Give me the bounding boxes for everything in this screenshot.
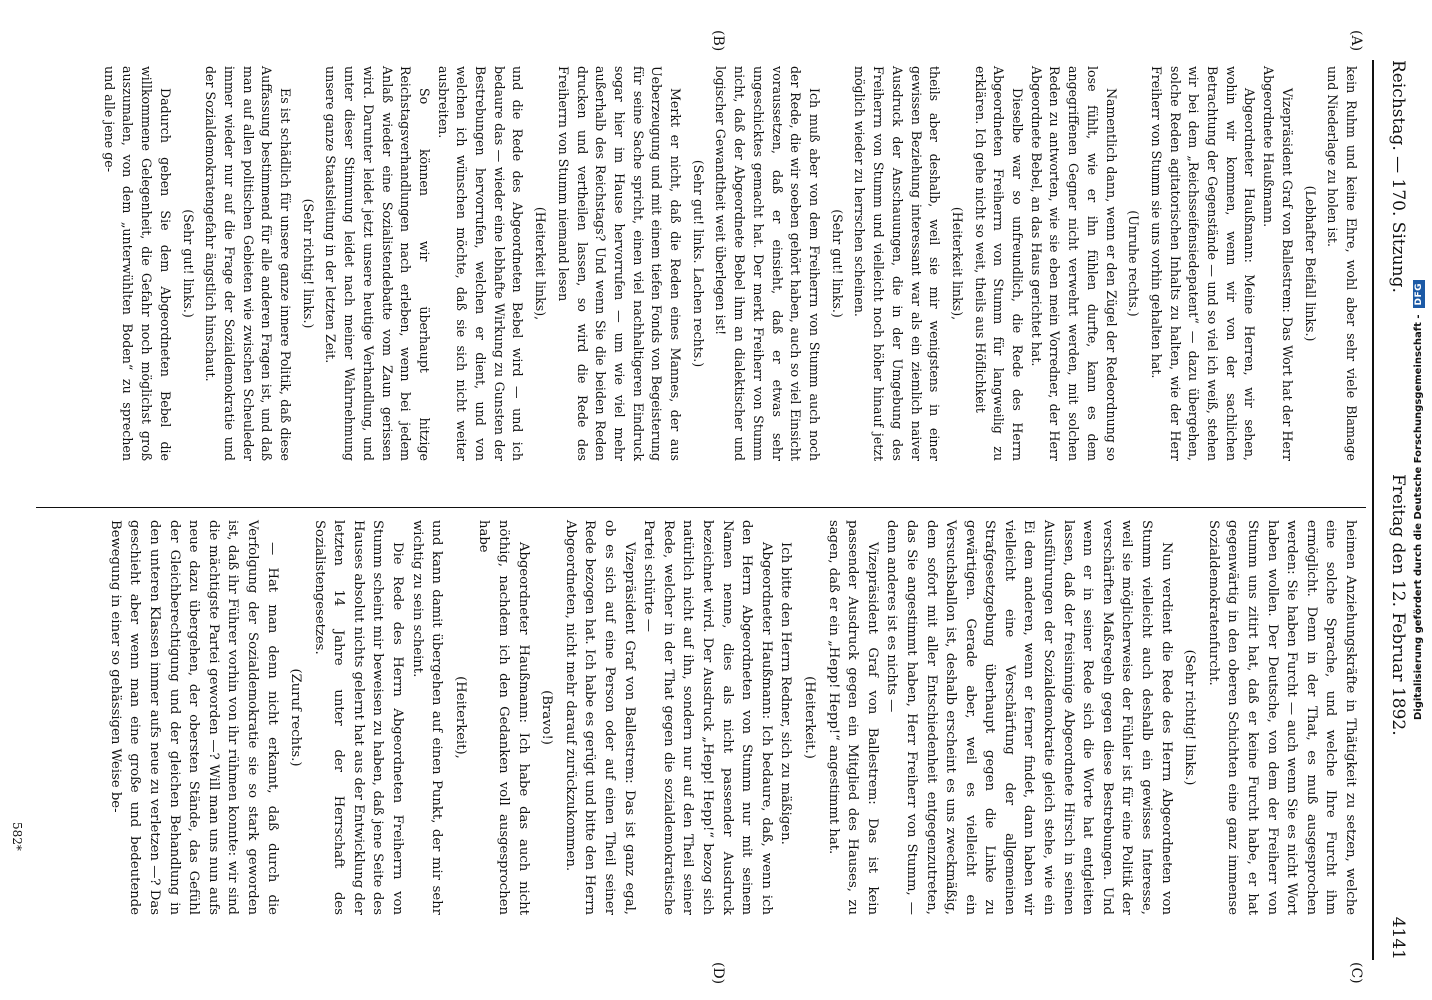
paragraph: Merkt er nicht, daß die Reden eines Mannes, der aus Ueberzeugung und mit einem tiefen Fonds von Begeisterung für seine Sache spricht, einen viel nachhaltigeren Eindruck sogar hier im Hause hervorrufen — um wie viel mehr außerhalb des Reichstags? Und wenn Sie die beiden Reden drucken und vertheilen lassen, so wird die Rede des Freiherrn von Stumm niemand lesen — [555, 66, 684, 461]
interjection: (Heiterkeit links), — [533, 206, 549, 321]
header-page-number: 4141 — [1388, 916, 1408, 960]
paragraph: Ich bitte den Herrn Redner, sich zu mäßigen. — [778, 542, 794, 845]
dfg-notice-text: Digitalisierung gefördert durch die Deutsche Forschungsgemeinschaft - — [1413, 314, 1424, 721]
header-left-title: Reichstag. — 170. Sitzung. — [1388, 60, 1408, 293]
interjection: (Bravo!) — [539, 690, 555, 745]
interjection: (Heiterkeit.) — [801, 676, 817, 759]
paragraph: Vizepräsident Graf von Ballestrem: Das Wort hat der Herr Abgeordnete Haußmann. — [1261, 66, 1295, 461]
paragraph: und die Rede des Abgeordneten Bebel wird — und ich bedaure das — wieder eine lebhafte Wirkung zu Gunsten der Bestrebungen hervorrufen, welchen er dient, und von welchen ich wünschen möchte, daß sie sich nicht weiter ausbreiten. — [435, 66, 526, 461]
paragraph: kein Ruhm und keine Ehre, wohl aber sehr viele Blamage und Niederlage zu holen ist. — [1325, 66, 1359, 461]
left-column — [99, 66, 1360, 461]
header-rule — [1373, 60, 1375, 960]
paragraph: Abgeordneter Haußmann: Meine Herren, wir sehen, wohin wir kommen, wenn wir von der sachlichen Betrachtung der Gegenstände — und so viel ich weiß, stehen wir bei dem „Reichsseifensiedepatent“ — dazu übergehen, solche Reden agitatorischen Inhalts zu halten, wie der Herr Freiherr von Stumm sie uns vorhin gehalten hat. — [1148, 66, 1258, 461]
paragraph: Es ist schädlich für unsere ganze innere Politik, daß diese Auffassung bestimmend für alle anderen Fragen ist, und daß man auf allen politischen Gebieten wie zwischen Scheuleder immer wieder nur auf die Frage der Sozialdemokratie und der Sozialdemokratengefahr ängstlich hinschaut. — [203, 66, 294, 461]
dfg-logo: DFG — [1413, 280, 1425, 309]
paragraph: Ich muß aber von dem Freiherrn von Stumm auch noch der Rede, die wir soeben gehört haben, auch so viel Einsicht voraussetzen, daß er einsieht, daß er etwas sehr ungeschicktes gemacht hat. Der merkt Freiherr von Stumm nicht, daß der Abgeordnete Bebel ihm an dialektischer und logischer Gewandtheit weit überlegen ist! — [713, 66, 823, 461]
header-right-title: Freitag den 12. Februar 1892. — [1388, 473, 1408, 736]
paragraph: Vizepräsident Graf von Ballestrem: Das ist ganz egal, ob es sich auf eine Person oder auf einen Theil seiner Rede bezogen hat. Ich habe es gerügt und bitte den Herrn Abgeordneten, nicht mehr darauf zurückzukommen. — [562, 520, 637, 915]
paragraph: heimen Anziehungskräfte in Thätigkeit zu setzen, welche eine solche Sprache, und welche Ihre Furcht ihm ermöglicht. Denn in der That, es muß ausgesprochen werden: Sie haben Furcht — auch wenn Sie es nicht Wort haben wollen. Der Deutsche, von dem der Freiherr von Stumm uns zitirt hat, daß er keine Furcht habe, er hat gegenwärtig in den oberen Schichten eine ganz immense Sozialdemokratenfurcht. — [1205, 520, 1358, 915]
interjection: (Sehr gut! links.) — [829, 209, 845, 318]
paragraph: theils aber deshalb, weil sie mir wenigstens in einer gewissen Beziehung interessant war als ein ziemlich naiver Ausdruck der Anschauungen, die in der Umgebung des Freiherrn von Stumm und vielleicht noch höher hinauf jetzt möglich wieder zu herrschen scheinen. — [852, 66, 943, 461]
paragraph: Namentlich dann, wenn er den Zügel der Redeordnung so lose fühlt, wie er ihn fühlen durfte, kann es dem angegriffenen Gegner nicht verwehrt werden, mit solchen Reden zu antworten, wie sie eben mein Vorredner, der Herr Abgeordnete Bebel, an das Haus gerichtet hat. — [1028, 66, 1119, 461]
paragraph: Die Rede des Herrn Abgeordneten Freiherrn von Stumm scheint mir beweisen zu haben, daß jene Seite des Hauses absolut nichts gelernt hat aus der Entwicklung der letzten 14 Jahre unter der Herrschaft des Sozialistengesetzes. — [311, 520, 406, 915]
paragraph: Abgeordneter Haußmann: Ich bedaure, daß, wenn ich den Herrn Abgeordneten von Stumm nur mit seinem Namen nenne, dies als nicht passender Ausdruck bezeichnet wird. Der Ausdruck „Hepp! Hepp!“ bezog sich natürlich nicht auf ihn, sondern nur auf den Theil seiner Rede, welcher in der That gegen die sozialdemokratische Partei schürte — — [641, 520, 774, 915]
interjection: (Sehr gut! links.) — [180, 209, 196, 318]
margin-mark-a: (A) — [1348, 30, 1364, 52]
interjection: (Unruhe rechts.) — [1126, 210, 1142, 317]
interjection: (Heiterkeit links), — [949, 206, 965, 321]
right-column — [105, 520, 1360, 915]
interjection: (Sehr richtig! links.) — [1182, 649, 1198, 786]
margin-mark-d: (D) — [710, 962, 726, 985]
paragraph: So können wir überhaupt hitzige Reichstagsverhandlungen nach erleben, wenn bei jedem Anlaß wieder eine Sozialistendebatte vom Zaun gerissen wird. Darunter leidet jetzt unsere heutige Verhandlung, und unter dieser Stimmung leidet nach meiner Wahrnehmung unsere ganze Staatsleitung in der letzten Zeit. — [323, 66, 432, 461]
dfg-notice — [1405, 0, 1432, 1000]
margin-mark-c: (C) — [1348, 962, 1364, 984]
interjection: (Sehr gut! links. Lachen rechts.) — [690, 159, 706, 368]
paragraph: und kann damit übergehen auf einen Punkt, der mir sehr wichtig zu sein scheint. — [409, 520, 445, 915]
interjection: (Sehr richtig! links.) — [300, 198, 316, 329]
interjection: (Zuruf rechts.) — [288, 668, 304, 767]
interjection: (Lebhafter Beifall links.) — [1302, 185, 1318, 342]
paragraph: — Hat man denn nicht erkannt, daß durch die Verfolgung der Sozialdemokratie sie so stark geworden ist, daß ihr Führer vorhin von ihr rühmen konnte: wir sind die mächtigste Partei geworden —? Will man uns nun aufs neue dazu übergehen, der obersten Stände, das Gefühl der Gleichberechtigung und der gleichen Behandlung in den unteren Klassen immer aufs neue zu verletzen —? Das geschieht aber wenn man eine große und bedeutende Bewegung in einer so gehässigen Weise be- — [107, 520, 280, 915]
interjection: (Heiterkeit), — [452, 676, 468, 759]
paragraph: Nun verdient die Rede des Herrn Abgeordneten von Stumm vielleicht auch deshalb ein gewisses Interesse, weil sie möglicherweise der Fühler ist für eine Politik der verschärften Maßregeln gegen diese Bestrebungen. Und wenn er in seiner Rede sich die Worte hat entgleiten lassen, daß der freisinnige Abgeordnete Hirsch in seinen Ausführungen der Sozialdemokratie gleich stehe, wie ein Ei dem anderen, wenn er ferner findet, dann haben wir vielleicht eine Verschärfung der allgemeinen Strafgesetzgebung überhaupt gegen die Linke zu gewärtigen. Gerade aber, weil es vielleicht ein Versuchsballon ist, deshalb erscheint es uns zweckmäßig, dem sofort mit aller Entschiedenheit entgegenzutreten, das Sie angestimmt haben, Herr Freiherr von Stumm, — denn anderes ist es nichts — — [884, 520, 1174, 915]
paragraph: Abgeordneter Haußmann: Ich habe das auch nicht nöthig, nachdem ich den Gedanken voll ausgesprochen habe — [476, 520, 531, 915]
paragraph: Vizepräsident Graf von Ballestrem: Das ist kein passender Ausdruck gegen ein Mitglied des Hauses, zu sagen, daß er ein „Hepp! Hepp!“ angestimmt hat. — [825, 520, 880, 915]
paragraph: Dadurch geben Sie dem Abgeordneten Bebel die willkommene Gelegenheit, die Gefahr noch möglichst groß auszumalen, von dem „unterwühlten Boden“ zu sprechen und alle jene ge- — [101, 66, 173, 461]
column-divider — [36, 507, 1366, 508]
margin-mark-b: (B) — [710, 30, 726, 52]
paragraph: Dieselbe war so unfreundlich, die Rede des Herrn Abgeordneten Freiherrn von Stumm für langweilig zu erklären. Ich gehe nicht so weit, theils aus Höflichkeit — [972, 66, 1026, 461]
sheet-number: 582* — [10, 822, 24, 851]
